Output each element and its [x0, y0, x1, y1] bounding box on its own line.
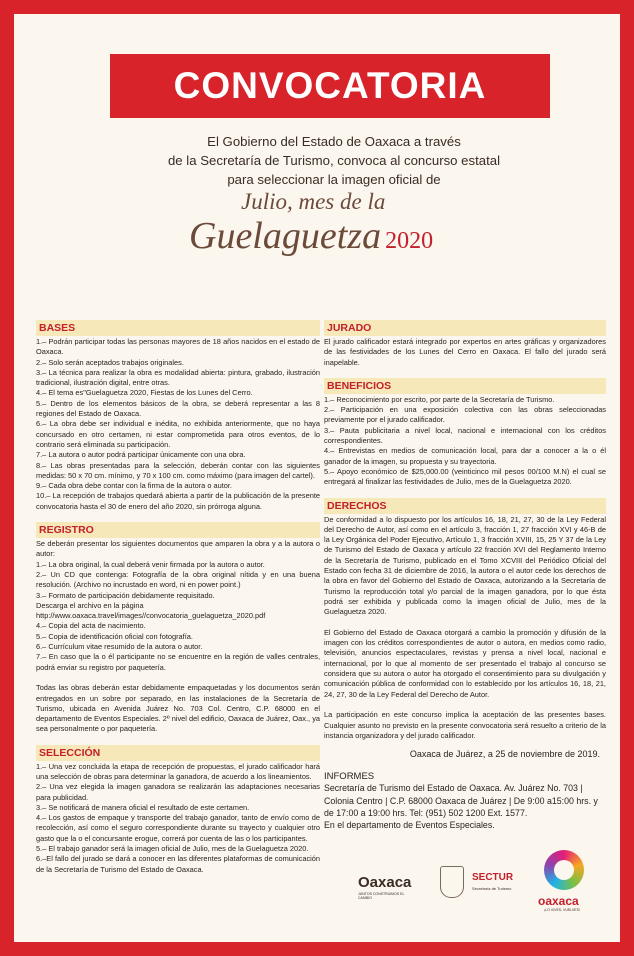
logo-line-1: Julio, mes de la: [241, 189, 386, 214]
intro-text: [114, 132, 554, 189]
sectur-logo: SECTUR: [472, 872, 514, 883]
shield-icon: [440, 866, 464, 898]
logo-line-2: [189, 216, 519, 261]
intro-line: de la Secretaría de Turismo, convoca al concurso estatal: [167, 153, 501, 168]
informes-heading: INFORMES: [324, 771, 375, 783]
oaxaca-brand-logo: oaxaca: [538, 894, 579, 908]
section-seleccion: [36, 745, 320, 875]
section-derechos: [324, 498, 606, 742]
section-heading: BENEFICIOS: [324, 378, 606, 394]
section-body: De conformidad a lo dispuesto por los artículos 16, 18, 21, 27, 30 de la Ley Federal del Derecho de Autor, así como en el artículo 3, fracción 1, 27 fracción XVI y 46-B de la Ley Orgánica del Poder Ejecutivo, Artículo 1, 3 fracción XVIII, 15, 25 Y 37 de la Ley de Turismo del Estado de Oaxaca y artículo 22 fracción XVI del Reglamento Interno de la Secretaría de Turismo, publicado en el Tomo XCVIII del Periódico Oficial del Estado con fecha 31 de diciembre de 2016, la autora o el autor cede los derechos de la obra en favor del Gobierno del Estado de Oaxaca, autorizando a la Secretaría de Turismo la reproducción total y/o parcial de la imagen ganadora, por lo que ésta podrá ser exhibida y publicada como la imagen oficial de Julio, mes de la Guelaguetza 2020. El Gobierno del Estado de Oaxaca otorgará a cambio la promoción y difusión de la imagen con los créditos correspondientes de autor o autora, en medios como radio, televisión, anuncios espectaculares, revistas y prensa a nivel local, nacional e internacional, por lo que al momento de ser presentado el trabajo al concurso se considera que su autora o autor ha otorgado el consentimiento para su divulgación y comunicación pública de conformidad con lo establecido por los artículos 16, 18, 21, 24, 27, 30 de la Ley Federal del Derecho de Autor. La participación en este concurso implica la aceptación de las presentes bases. Cualquier asunto no previsto en la presente convocatoria será resuelto a criterio de la instancia organizadora y del jurado calificador.: [324, 514, 606, 740]
left-column: [36, 320, 320, 875]
section-heading: JURADO: [324, 320, 606, 336]
section-body: Se deberán presentar los siguientes documentos que amparen la obra y a la autora o autor: 1.– La obra original, la cual deberá venir firmada por la autora o autor. 2.– Un CD que contenga: Fotografía de la obra original nítida y en una buena resolución. (Archivo no incrustado en word, ni en power point.) 3.– Formato de participación debidamente requisitado. Descarga el archivo en la página http://www.oaxaca.travel/images//convocatoria_guelaguetza_2020.pdf 4.– Copia del acta de nacimiento. 5.– Copia de identificación oficial con fotografía. 6.– Currículum vitae resumido de la autora o autor. 7.– En caso que la o él participante no se encuentre en la región de valles centrales, podrá enviar su registro por paquetería. Todas las obras deberán estar debidamente empaquetadas y los documentos serán entregados en un sobre por separado, en las instalaciones de la Secretaría de Turismo, ubicada en Avenida Juárez No. 703 Col. Centro, C.P. 68000 en el departamento de Eventos Especiales. 2º nivel del edificio, Oaxaca de Juárez, Oax., ya sea personalmente o por paquetería.: [36, 539, 320, 734]
section-body: El jurado calificador estará integrado por expertos en artes gráficas y organizadores de las festividades de los Lunes del Cerro en Oaxaca. El fallo del jurado será inapelable.: [324, 337, 606, 367]
informes-text: Secretaría de Turismo del Estado de Oaxaca. Av. Juárez No. 703 | Colonia Centro | C.P. 68000 Oaxaca de Juárez | De 9:00 a15:00 hrs. y de 17:00 a 19:00 hrs. Tel: (951) 502 1200 Ext. 1577. En el departamento de Eventos Especiales.: [324, 783, 598, 831]
section-beneficios: [324, 378, 606, 488]
section-body: 1.– Una vez concluida la etapa de recepción de propuestas, el jurado calificador hará una selección de obras para determinar la ganadora, de acuerdo a los lineamientos. 2.– Una vez elegida la imagen ganadora se realizarán las adaptaciones necesarias para publicidad. 3.– Se notificará de manera oficial el resultado de este certamen. 4.– Los gastos de empaque y transporte del trabajo ganador, tanto de envío como de recolección, así como el seguro correspondiente durante su trayecto y cualquier otro gasto que la o el concursante erogue, correrá por cuenta de las o los participantes. 5.– El trabajo ganador será la imagen oficial de Julio, mes de la Guelaguetza 2020. 6.–El fallo del jurado se dará a conocer en las diferentes plataformas de comunicación de la Secretaría de Turismo del Estado de Oaxaca.: [36, 761, 320, 874]
guelaguetza-logo: [189, 188, 519, 261]
footer-logos: [344, 860, 614, 930]
oaxaca-government-logo: Oaxaca: [358, 874, 412, 891]
section-heading: DERECHOS: [324, 498, 606, 514]
intro-line: para seleccionar la imagen oficial de: [227, 172, 441, 187]
section-heading: REGISTRO: [36, 522, 320, 538]
section-heading: BASES: [36, 320, 320, 336]
intro-line: El Gobierno del Estado de Oaxaca a través: [207, 134, 461, 149]
section-jurado: [324, 320, 606, 368]
poster: [14, 14, 620, 942]
logo-word: Guelaguetza: [189, 215, 382, 257]
section-body: 1.– Podrán participar todas las personas mayores de 18 años nacidos en el estado de Oaxaca. 2.– Solo serán aceptados trabajos originales. 3.– La técnica para realizar la obra es modalidad abierta: pintura, grabado, ilustración tradicional, ilustración digital, entre otras. 4.– El tema es"Guelaguetza 2020, Fiestas de los Lunes del Cerro. 5.– Dentro de los elementos básicos de la obra, se deberá representar a las 8 regiones del Estado de Oaxaca. 6.– La obra debe ser individual e inédita, no exhibida anteriormente, que no haya concursado en otro certamen, ni estar comprometida para otros eventos, de lo contrario será eliminada su participación. 7.– La autora o autor podrá participar únicamente con una obra. 8.– Las obras presentadas para la selección, deberán contar con las siguientes medidas: 50 x 70 cm. mínimo, y 70 x 100 cm. como máximo (para imagen del cartel). 9.– Cada obra debe contar con la firma de la autora o autor. 10.– La recepción de trabajos quedará abierta a partir de la publicación de la presente convocatoria hasta el 30 de enero del año 2020, sin prórroga alguna.: [36, 337, 320, 511]
section-heading: SELECCIÓN: [36, 745, 320, 761]
logo-year: 2020: [385, 228, 434, 254]
oaxaca-government-tagline: JUNTOS CONSTRUIMOS EL CAMBIO: [358, 892, 405, 900]
banner-title: CONVOCATORIA: [110, 54, 550, 118]
section-body: 1.– Reconocimiento por escrito, por parte de la Secretaría de Turismo. 2.– Participación en una exposición colectiva con las obras seleccionadas previamente por el jurado calificador. 3.– Pauta publicitaria a nivel local, nacional e internacional con los créditos correspondientes. 4.– Entrevistas en medios de comunicación local, para dar a conocer a la o él ganador de la imagen, su propuesta y su trayectoria. 5.– Apoyo económico de $25,000.00 (veinticinco mil pesos 00/100 M.N) el cual se entregará al finalizar las festividades de Julio, mes de la Guelaguetza 2020.: [324, 394, 606, 487]
right-column: [324, 320, 606, 832]
issue-date: Oaxaca de Juárez, a 25 de noviembre de 2019.: [409, 749, 600, 760]
section-bases: [36, 320, 320, 512]
oaxaca-brand-icon-center: [554, 860, 574, 880]
oaxaca-brand-tagline: ¡LO VIVES, VUELVES!: [544, 908, 580, 912]
section-registro: [36, 522, 320, 735]
sectur-subtitle: Secretaría de Turismo: [472, 886, 512, 891]
